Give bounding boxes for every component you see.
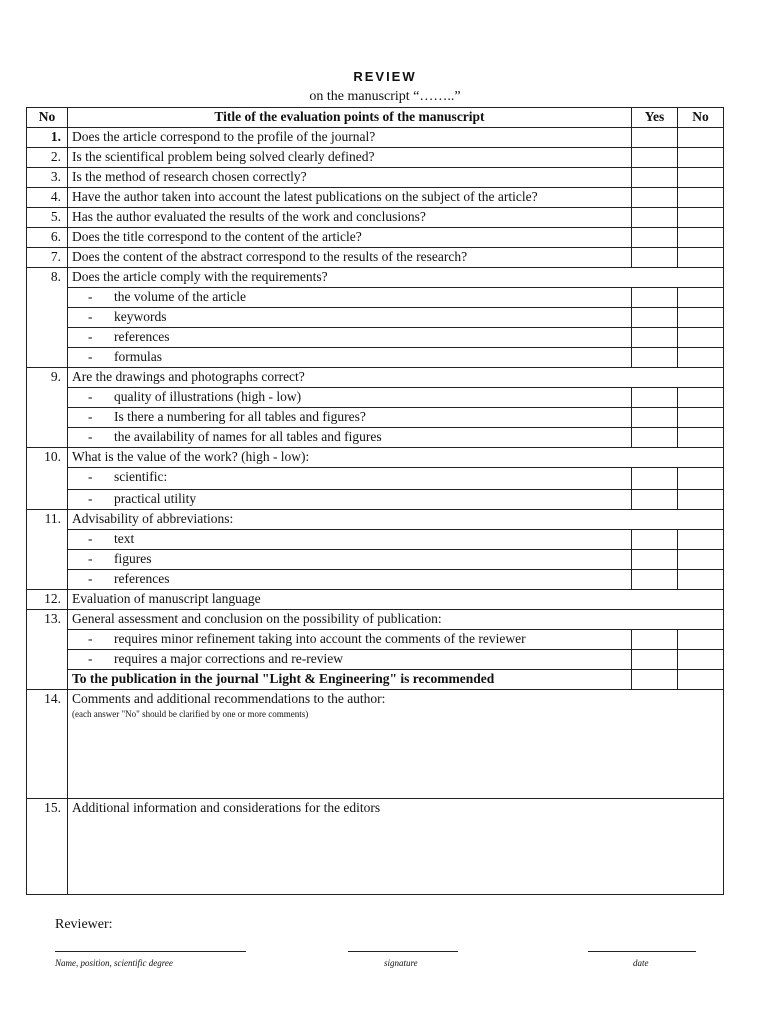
sub-item-label: the volume of the article bbox=[114, 289, 246, 304]
table-row bbox=[27, 228, 724, 248]
signature-label: signature bbox=[384, 958, 418, 968]
sub-item bbox=[68, 348, 632, 368]
no-cell[interactable] bbox=[678, 650, 724, 670]
dash: - bbox=[88, 289, 93, 304]
no-cell[interactable] bbox=[678, 168, 724, 188]
table-row bbox=[27, 268, 724, 288]
table-header-row bbox=[27, 108, 724, 128]
sub-item-label: requires minor refinement taking into account the comments of the reviewer bbox=[114, 631, 526, 646]
dash: - bbox=[88, 651, 93, 666]
no-cell[interactable] bbox=[678, 128, 724, 148]
sub-item-label: formulas bbox=[114, 349, 162, 364]
row-text: Does the content of the abstract correspond to the results of the research? bbox=[68, 248, 632, 268]
table-row bbox=[27, 590, 724, 610]
row-number: 5. bbox=[27, 208, 68, 228]
sub-row bbox=[27, 308, 724, 328]
no-cell[interactable] bbox=[678, 630, 724, 650]
comments-note: (each answer "No" should be clarified by one or more comments) bbox=[72, 709, 309, 719]
row-number: 11. bbox=[27, 510, 68, 590]
sub-item bbox=[68, 630, 632, 650]
sub-row bbox=[27, 328, 724, 348]
row-number: 4. bbox=[27, 188, 68, 208]
sub-row bbox=[27, 630, 724, 650]
sub-item bbox=[68, 490, 632, 510]
table-row bbox=[27, 128, 724, 148]
header-title: Title of the evaluation points of the manuscript bbox=[68, 108, 632, 128]
row-number: 1. bbox=[27, 128, 68, 148]
comments-field[interactable] bbox=[68, 690, 724, 799]
yes-cell[interactable] bbox=[632, 208, 678, 228]
yes-cell[interactable] bbox=[632, 128, 678, 148]
table-row bbox=[27, 368, 724, 388]
no-cell[interactable] bbox=[678, 248, 724, 268]
yes-cell[interactable] bbox=[632, 408, 678, 428]
row-number: 9. bbox=[27, 368, 68, 448]
page-subtitle: on the manuscript “……..” bbox=[309, 89, 461, 104]
sub-item bbox=[68, 530, 632, 550]
dash: - bbox=[88, 389, 93, 404]
table-row bbox=[27, 610, 724, 630]
yes-cell[interactable] bbox=[632, 468, 678, 490]
table-row bbox=[27, 148, 724, 168]
row-number: 2. bbox=[27, 148, 68, 168]
page-title: REVIEW bbox=[353, 69, 417, 84]
sub-item-label: scientific: bbox=[114, 469, 168, 484]
sub-item-label: figures bbox=[114, 551, 152, 566]
row-text: General assessment and conclusion on the possibility of publication: bbox=[68, 610, 724, 630]
no-cell[interactable] bbox=[678, 308, 724, 328]
sub-item bbox=[68, 388, 632, 408]
yes-cell[interactable] bbox=[632, 348, 678, 368]
evaluation-table bbox=[26, 107, 724, 895]
yes-cell[interactable] bbox=[632, 228, 678, 248]
name-label: Name, position, scientific degree bbox=[55, 958, 173, 968]
no-cell[interactable] bbox=[678, 408, 724, 428]
sub-item bbox=[68, 328, 632, 348]
sub-item-label: the availability of names for all tables and figures bbox=[114, 429, 382, 444]
dash: - bbox=[88, 409, 93, 424]
sub-row bbox=[27, 530, 724, 550]
dash: - bbox=[88, 329, 93, 344]
sub-row bbox=[27, 490, 724, 510]
no-cell[interactable] bbox=[678, 670, 724, 690]
row-text: Has the author evaluated the results of the work and conclusions? bbox=[68, 208, 632, 228]
name-line[interactable] bbox=[55, 937, 246, 952]
sub-row bbox=[27, 550, 724, 570]
row-number: 6. bbox=[27, 228, 68, 248]
sub-item-label: practical utility bbox=[114, 491, 197, 506]
sub-row bbox=[27, 348, 724, 368]
table-row bbox=[27, 188, 724, 208]
no-cell[interactable] bbox=[678, 228, 724, 248]
row-number: 15. bbox=[27, 799, 68, 895]
table-row bbox=[27, 799, 724, 895]
sub-item-label: quality of illustrations (high - low) bbox=[114, 389, 302, 404]
table-row bbox=[27, 448, 724, 468]
no-cell[interactable] bbox=[678, 468, 724, 490]
row-text: Does the article comply with the requirements? bbox=[68, 268, 724, 288]
sub-item-label: keywords bbox=[114, 309, 167, 324]
no-cell[interactable] bbox=[678, 208, 724, 228]
sub-row bbox=[27, 408, 724, 428]
table-row bbox=[27, 690, 724, 799]
no-cell[interactable] bbox=[678, 348, 724, 368]
dash: - bbox=[88, 491, 93, 506]
sub-row bbox=[27, 468, 724, 490]
sub-item bbox=[68, 408, 632, 428]
date-label: date bbox=[633, 958, 649, 968]
dash: - bbox=[88, 349, 93, 364]
yes-cell[interactable] bbox=[632, 288, 678, 308]
row-text: Additional information and considerations for the editors bbox=[72, 800, 381, 815]
dash: - bbox=[88, 571, 93, 586]
row-number: 10. bbox=[27, 448, 68, 510]
sub-item bbox=[68, 468, 632, 490]
yes-cell[interactable] bbox=[632, 308, 678, 328]
sub-row bbox=[27, 650, 724, 670]
yes-cell[interactable] bbox=[632, 630, 678, 650]
dash: - bbox=[88, 309, 93, 324]
sub-row bbox=[27, 388, 724, 408]
row-text: Does the title correspond to the content of the article? bbox=[68, 228, 632, 248]
row-text: Advisability of abbreviations: bbox=[68, 510, 724, 530]
yes-cell[interactable] bbox=[632, 428, 678, 448]
header-yes: Yes bbox=[632, 108, 678, 128]
sub-item bbox=[68, 570, 632, 590]
no-cell[interactable] bbox=[678, 328, 724, 348]
header-no-answer: No bbox=[678, 108, 724, 128]
row-text: Is the scientifical problem being solved clearly defined? bbox=[68, 148, 632, 168]
row-number: 7. bbox=[27, 248, 68, 268]
sub-item bbox=[68, 550, 632, 570]
row-text: Does the article correspond to the profile of the journal? bbox=[68, 128, 632, 148]
row-number: 3. bbox=[27, 168, 68, 188]
yes-cell[interactable] bbox=[632, 530, 678, 550]
dash: - bbox=[88, 551, 93, 566]
sub-item-label: requires a major corrections and re-review bbox=[114, 651, 344, 666]
editors-info-field[interactable] bbox=[68, 799, 724, 895]
yes-cell[interactable] bbox=[632, 550, 678, 570]
signature-line[interactable] bbox=[348, 937, 458, 952]
sub-row bbox=[27, 288, 724, 308]
no-cell[interactable] bbox=[678, 550, 724, 570]
sub-row bbox=[27, 428, 724, 448]
yes-cell[interactable] bbox=[632, 148, 678, 168]
no-cell[interactable] bbox=[678, 148, 724, 168]
no-cell[interactable] bbox=[678, 428, 724, 448]
row-number: 8. bbox=[27, 268, 68, 368]
dash: - bbox=[88, 531, 93, 546]
yes-cell[interactable] bbox=[632, 188, 678, 208]
yes-cell[interactable] bbox=[632, 670, 678, 690]
sub-item bbox=[68, 288, 632, 308]
no-cell[interactable] bbox=[678, 530, 724, 550]
no-cell[interactable] bbox=[678, 490, 724, 510]
sub-item-label: references bbox=[114, 329, 170, 344]
yes-cell[interactable] bbox=[632, 490, 678, 510]
yes-cell[interactable] bbox=[632, 650, 678, 670]
row-text: What is the value of the work? (high - low): bbox=[68, 448, 724, 468]
sub-row bbox=[27, 570, 724, 590]
dash: - bbox=[88, 631, 93, 646]
sub-item bbox=[68, 308, 632, 328]
yes-cell[interactable] bbox=[632, 388, 678, 408]
reviewer-label: Reviewer: bbox=[55, 917, 113, 932]
yes-cell[interactable] bbox=[632, 168, 678, 188]
no-cell[interactable] bbox=[678, 288, 724, 308]
recommendation-text: To the publication in the journal "Light & Engineering" is recommended bbox=[68, 670, 632, 690]
sub-item-label: text bbox=[114, 531, 135, 546]
sub-row bbox=[27, 670, 724, 690]
row-number: 13. bbox=[27, 610, 68, 690]
row-text: Evaluation of manuscript language bbox=[68, 590, 724, 610]
sub-item-label: Is there a numbering for all tables and figures? bbox=[114, 409, 366, 424]
sub-item-label: references bbox=[114, 571, 170, 586]
yes-cell[interactable] bbox=[632, 570, 678, 590]
row-number: 14. bbox=[27, 690, 68, 799]
no-cell[interactable] bbox=[678, 570, 724, 590]
table-row bbox=[27, 248, 724, 268]
header-no: No bbox=[27, 108, 68, 128]
dash: - bbox=[88, 469, 93, 484]
table-row bbox=[27, 208, 724, 228]
table-row bbox=[27, 168, 724, 188]
yes-cell[interactable] bbox=[632, 248, 678, 268]
row-text: Are the drawings and photographs correct? bbox=[68, 368, 724, 388]
date-line[interactable] bbox=[588, 937, 696, 952]
no-cell[interactable] bbox=[678, 188, 724, 208]
no-cell[interactable] bbox=[678, 388, 724, 408]
row-text: Comments and additional recommendations to the author: bbox=[72, 691, 386, 706]
row-number: 12. bbox=[27, 590, 68, 610]
row-text: Have the author taken into account the latest publications on the subject of the article? bbox=[68, 188, 632, 208]
yes-cell[interactable] bbox=[632, 328, 678, 348]
sub-item bbox=[68, 428, 632, 448]
dash: - bbox=[88, 429, 93, 444]
row-text: Is the method of research chosen correctly? bbox=[68, 168, 632, 188]
sub-item bbox=[68, 650, 632, 670]
table-row bbox=[27, 510, 724, 530]
